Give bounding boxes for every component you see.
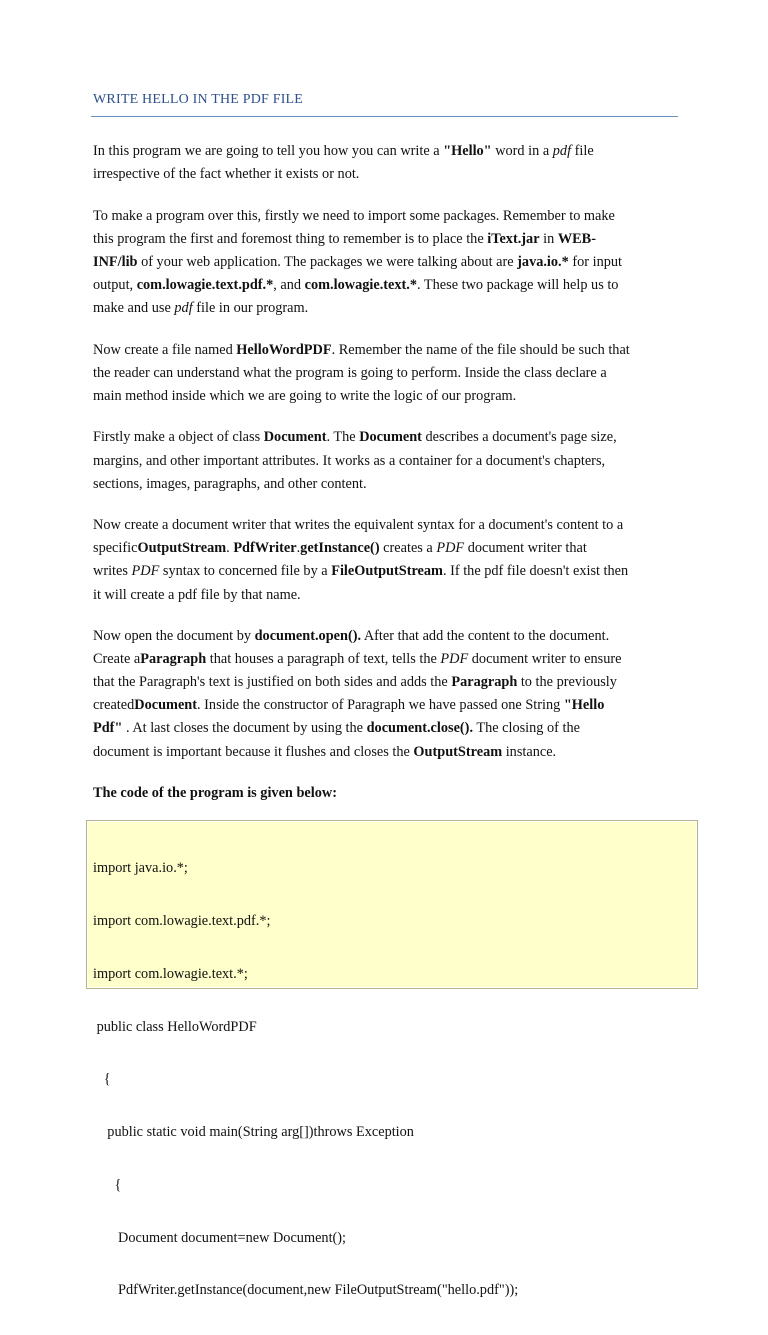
text-line bbox=[93, 560, 681, 583]
text-run: , and bbox=[273, 276, 305, 293]
bold-term: OutputStream bbox=[413, 743, 503, 760]
text-run: created bbox=[93, 697, 135, 714]
italic-term: PDF bbox=[440, 651, 469, 668]
bold-term: Document bbox=[134, 697, 198, 714]
paragraph-document-object bbox=[93, 426, 681, 495]
text-line: The code of the program is given below: bbox=[93, 785, 337, 802]
paragraph-intro bbox=[93, 140, 681, 186]
bold-term: java.io.* bbox=[517, 253, 569, 270]
text-run: writes bbox=[93, 563, 132, 580]
bold-term: Document bbox=[263, 429, 327, 446]
text-run: of your web application. The packages we were talking about are bbox=[137, 253, 518, 270]
text-run: Now open the document by bbox=[93, 628, 255, 645]
paragraph-packages bbox=[93, 205, 681, 320]
paragraph-create-file bbox=[93, 339, 681, 408]
bold-term: document.open(). bbox=[254, 628, 362, 645]
text-run: make and use bbox=[93, 300, 175, 317]
text-line bbox=[93, 426, 681, 449]
italic-term: PDF bbox=[436, 540, 465, 557]
text-run: word in a bbox=[491, 143, 553, 159]
text-run: in bbox=[539, 230, 558, 247]
text-line bbox=[93, 297, 681, 320]
text-run: describes a document's page size, bbox=[421, 429, 617, 446]
text-run: Now create a file named bbox=[93, 341, 237, 358]
text-line bbox=[93, 140, 681, 163]
bold-term: FileOutputStream bbox=[331, 563, 443, 580]
code-line: public static void main(String arg[])throws Exception bbox=[93, 1124, 414, 1141]
paragraph-document-writer bbox=[93, 514, 681, 606]
text-line bbox=[93, 741, 681, 764]
bold-term: com.lowagie.text.* bbox=[304, 276, 418, 293]
text-line bbox=[93, 339, 681, 362]
code-line: import com.lowagie.text.pdf.*; bbox=[93, 912, 271, 929]
bold-term: "Hello" bbox=[443, 143, 492, 159]
text-run: . bbox=[226, 540, 234, 557]
code-section-title bbox=[93, 782, 681, 805]
text-run: . The bbox=[326, 429, 360, 446]
code-listing bbox=[93, 825, 518, 1335]
bold-term: INF/lib bbox=[93, 253, 138, 270]
bold-term: Pdf" bbox=[93, 720, 123, 737]
text-run: that the Paragraph's text is justified on both sides and adds the bbox=[93, 674, 452, 691]
text-run: for input bbox=[568, 253, 622, 270]
text-line: margins, and other important attributes. It works as a container for a document's chapters, bbox=[93, 452, 606, 469]
code-line: { bbox=[93, 1176, 122, 1193]
text-run: file bbox=[571, 143, 594, 159]
text-line: sections, images, paragraphs, and other content. bbox=[93, 475, 367, 492]
text-run: to the previously bbox=[517, 674, 617, 691]
text-line: irrespective of the fact whether it exists or not. bbox=[93, 166, 360, 183]
text-line bbox=[93, 274, 681, 297]
text-line: Now create a document writer that writes the equivalent syntax for a document's content to a bbox=[93, 517, 624, 534]
italic-term: PDF bbox=[131, 563, 160, 580]
text-run: output, bbox=[93, 276, 137, 293]
bold-term: iText.jar bbox=[487, 230, 540, 247]
italic-term: pdf bbox=[174, 300, 193, 317]
text-line bbox=[93, 251, 681, 274]
text-run: specific bbox=[93, 540, 138, 557]
page-title: WRITE HELLO IN THE PDF FILE bbox=[93, 92, 304, 107]
italic-term: pdf bbox=[552, 143, 572, 159]
text-line bbox=[93, 717, 681, 740]
code-line: public class HelloWordPDF bbox=[93, 1018, 257, 1035]
text-run: creates a bbox=[379, 540, 437, 557]
text-run: document writer that bbox=[464, 540, 587, 557]
text-run: this program the first and foremost thing to remember is to place the bbox=[93, 230, 488, 247]
text-line bbox=[93, 648, 681, 671]
article-body bbox=[93, 140, 681, 824]
text-line bbox=[93, 694, 681, 717]
text-line bbox=[93, 671, 681, 694]
text-run: that houses a paragraph of text, tells the bbox=[206, 651, 441, 668]
paragraph-open-close bbox=[93, 625, 681, 764]
text-line: To make a program over this, firstly we need to import some packages. Remember to make bbox=[93, 207, 615, 224]
text-run: . Remember the name of the file should be such that bbox=[331, 341, 630, 358]
text-line: it will create a pdf file by that name. bbox=[93, 586, 301, 603]
bold-term: HelloWordPDF bbox=[236, 341, 332, 358]
bold-term: getInstance() bbox=[300, 540, 380, 557]
text-line: the reader can understand what the program is going to perform. Inside the class declare a bbox=[93, 364, 607, 381]
title-underline bbox=[91, 116, 678, 117]
bold-term: Document bbox=[359, 429, 422, 446]
bold-term: OutputStream bbox=[137, 540, 227, 557]
bold-term: "Hello bbox=[563, 697, 605, 714]
text-line bbox=[93, 537, 681, 560]
text-run: The closing of the bbox=[473, 720, 580, 737]
code-line: { bbox=[93, 1071, 111, 1088]
bold-term: Paragraph bbox=[451, 674, 518, 691]
text-run: . At last closes the document by using the bbox=[122, 720, 367, 737]
text-run: . These two package will help us to bbox=[417, 276, 619, 293]
text-run: In this program we are going to tell you how you can write a bbox=[93, 143, 444, 159]
text-run: file in our program. bbox=[192, 300, 309, 317]
code-line: Document document=new Document(); bbox=[93, 1229, 347, 1246]
bold-term: com.lowagie.text.pdf.* bbox=[136, 276, 274, 293]
text-run: Firstly make a object of class bbox=[93, 429, 264, 446]
text-run: document writer to ensure bbox=[468, 651, 622, 668]
text-run: syntax to concerned file by a bbox=[159, 563, 332, 580]
text-run: document is important because it flushes and closes the bbox=[93, 743, 414, 760]
code-block bbox=[86, 820, 698, 1299]
code-line: import com.lowagie.text.*; bbox=[93, 965, 248, 982]
text-line bbox=[93, 228, 681, 251]
text-run: instance. bbox=[502, 743, 557, 760]
text-run: After that add the content to the document. bbox=[361, 628, 610, 645]
text-line bbox=[93, 625, 681, 648]
bold-term: Paragraph bbox=[140, 651, 207, 668]
code-line: import java.io.*; bbox=[93, 860, 188, 877]
bold-term: document.close(). bbox=[366, 720, 474, 737]
text-run: . bbox=[296, 540, 301, 557]
code-line: PdfWriter.getInstance(document,new FileOutputStream("hello.pdf")); bbox=[93, 1282, 519, 1299]
bold-term: WEB- bbox=[557, 230, 596, 247]
text-run: Create a bbox=[93, 651, 141, 668]
text-line: main method inside which we are going to write the logic of our program. bbox=[93, 387, 517, 404]
text-run: . Inside the constructor of Paragraph we have passed one String bbox=[197, 697, 564, 714]
text-run: . If the pdf file doesn't exist then bbox=[442, 563, 629, 580]
bold-term: PdfWriter bbox=[233, 540, 297, 557]
